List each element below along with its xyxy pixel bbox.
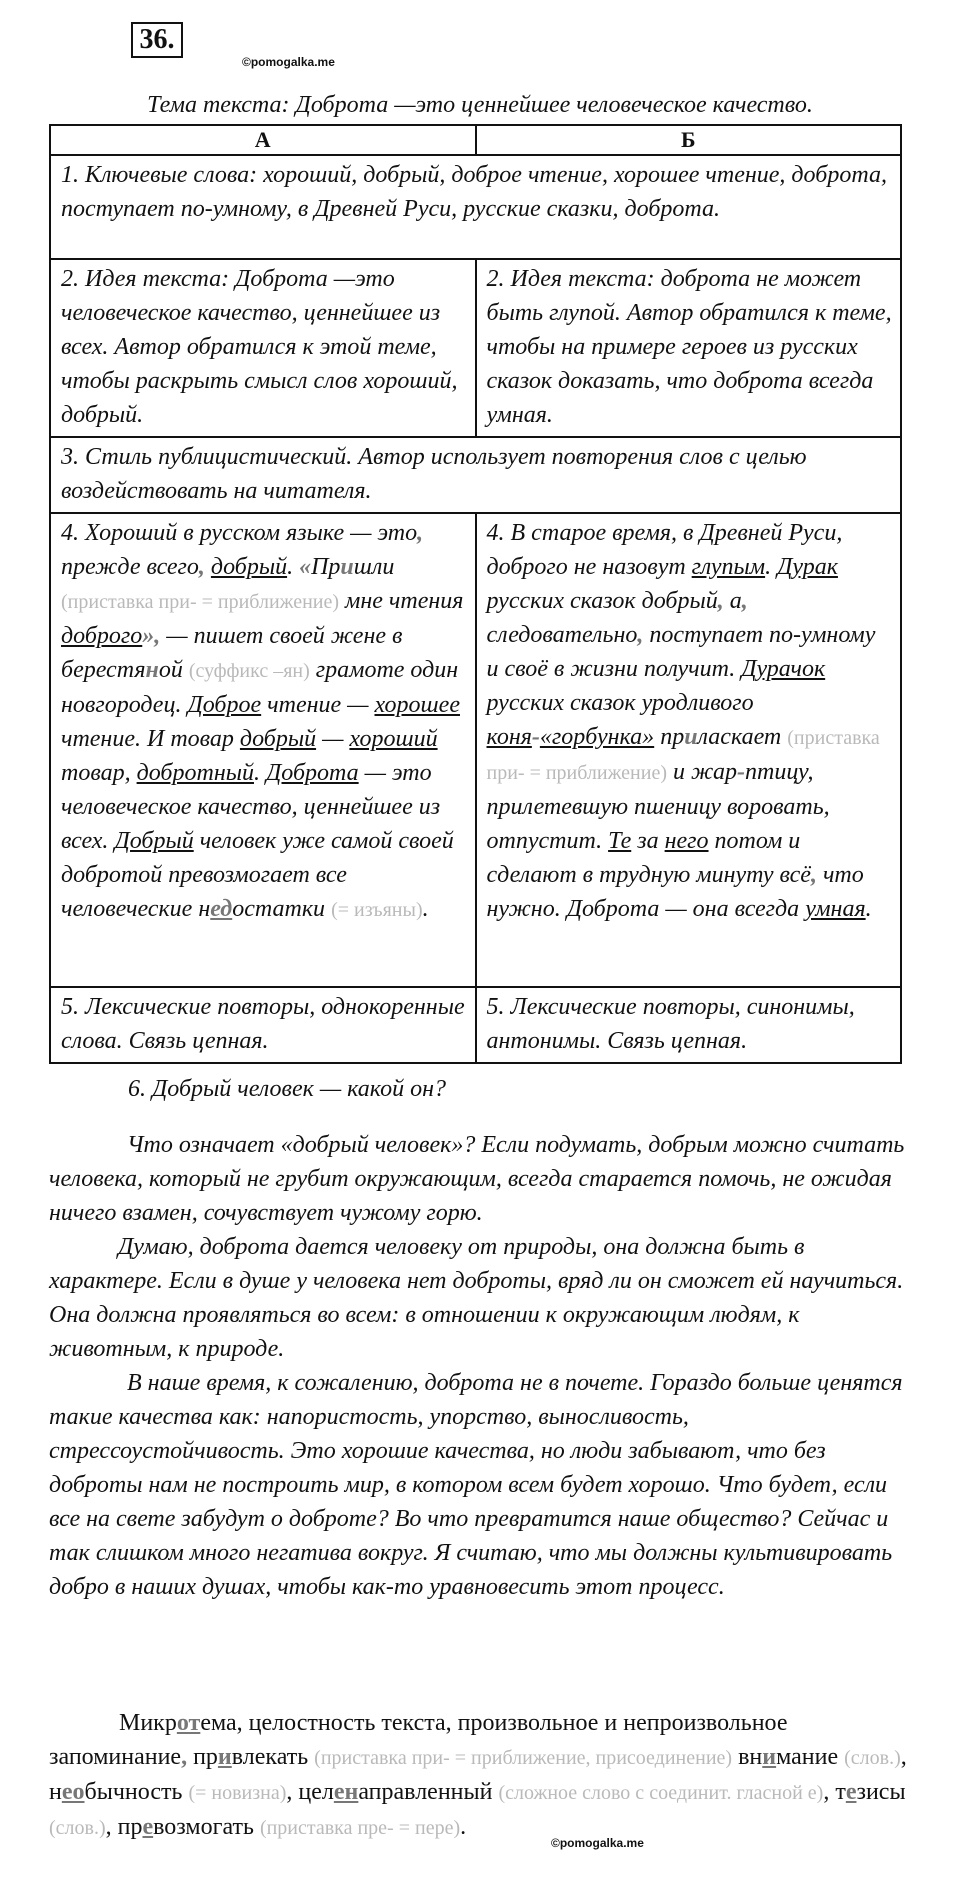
table-header-row <box>50 125 901 155</box>
suffix-note: (суффикс –ян) <box>188 660 310 682</box>
table-row-idea <box>50 259 901 437</box>
essay-paragraph: Думаю, доброта дается человеку от природы, она должна быть в характере. Если в душе у человека нет доброты, вряд ли он сможет ей научиться. Она должна проявляться во всем: в отношении к окружающим людям, к животным, к природе. <box>49 1234 904 1362</box>
essay-paragraph: В наше время, к сожалению, доброта не в почете. Гораздо больше ценятся такие качества как: напористость, упорство, выносливость, стрессоустойчивость. Это хорошие качества, но люди забывают, что без доброты нам не построить мир, в котором всем будет хорошо. Что будет, если все на свете забудут о доброте? Во что превратится наше общество? Сейчас и так слишком много негатива вокруг. Я считаю, что мы должны культивировать добро в наших душах, чтобы как-то уравновесить этот процесс. <box>49 1370 903 1600</box>
table-row-style <box>50 437 901 513</box>
means-cell-a: 5. Лексические повторы, однокоренные слова. Связь цепная. <box>50 987 476 1063</box>
morpheme-note: (приставка при- = приближение) <box>486 727 880 784</box>
watermark-bottom: ©pomogalka.me <box>551 1836 644 1850</box>
task-number: 36. <box>131 22 183 58</box>
table-row-analysis <box>50 513 901 987</box>
essay <box>49 1128 909 1604</box>
means-cell-b: 5. Лексические повторы, синонимы, антонимы. Связь цепная. <box>476 987 902 1063</box>
column-a-header: А <box>50 125 476 155</box>
column-b-header: Б <box>476 125 902 155</box>
synonym-note: (= изъяны) <box>331 899 423 921</box>
watermark-top: ©pomogalka.me <box>242 55 335 69</box>
morpheme-note: (приставка при- = приближение) <box>61 591 340 613</box>
table-row-keywords <box>50 155 901 259</box>
idea-cell-a: 2. Идея текста: Доброта —это человеческое качество, ценнейшее из всех. Автор обратился к этой теме, чтобы раскрыть смысл слов хороший, добрый. <box>50 259 476 437</box>
vocabulary-text: Микротема, целостность текста, произвольное и непроизвольное запоминание, привлекать (приставка при- = приближение, присоединение) внимание (слов.), необычность (= новизна), целенаправленный (сложное слово с соединит. гласной е), тезисы (слов.), превозмогать (приставка пре- = пере). <box>49 1710 907 1840</box>
text-topic: Тема текста: Доброта —это ценнейшее человеческое качество. <box>147 92 813 118</box>
analysis-table <box>49 124 902 1064</box>
analysis-cell-a: 4. Хороший в русском языке — это, прежде всего, добрый. «Пришли (приставка при- = приближение) мне чтения доброго», — пишет своей жене в берестяной (суффикс –ян) грамоте один новгородец. Доброе чтение — хорошее чтение. И товар добрый — хороший товар, добротный. Доброта — это человеческое качество, ценнейшее из всех. Добрый человек уже самой своей добротой превозмогает все человеческие недостатки (= изъяны). <box>50 513 476 987</box>
table-row-means <box>50 987 901 1063</box>
keywords-cell: 1. Ключевые слова: хороший, добрый, доброе чтение, хорошее чтение, доброта, поступает по-умному, в Древней Руси, русские сказки, доброта. <box>50 155 901 259</box>
idea-cell-b: 2. Идея текста: доброта не может быть глупой. Автор обратился к теме, чтобы на примере героев из русских сказок доказать, что доброта всегда умная. <box>476 259 902 437</box>
essay-paragraph: Что означает «добрый человек»? Если подумать, добрым можно считать человека, который не грубит окружающим, всегда старается помочь, не ожидая ничего взамен, сочувствует чужому горю. <box>49 1132 905 1226</box>
vocabulary-block <box>49 1706 909 1845</box>
style-cell: 3. Стиль публицистический. Автор использует повторения слов с целью воздействовать на читателя. <box>50 437 901 513</box>
section-6-heading: 6. Добрый человек — какой он? <box>128 1076 447 1102</box>
analysis-cell-b: 4. В старое время, в Древней Руси, доброго не назовут глупым. Дурак русских сказок добрый, а, следовательно, поступает по-умному и своё в жизни получит. Дурачок русских сказок уродливого коня-«горбунка» приласкает (приставка при- = приближение) и жар-птицу, прилетевшую пшеницу воровать, отпустит. Те за него потом и сделают в трудную минуту всё, что нужно. Доброта — она всегда умная. <box>476 513 902 987</box>
